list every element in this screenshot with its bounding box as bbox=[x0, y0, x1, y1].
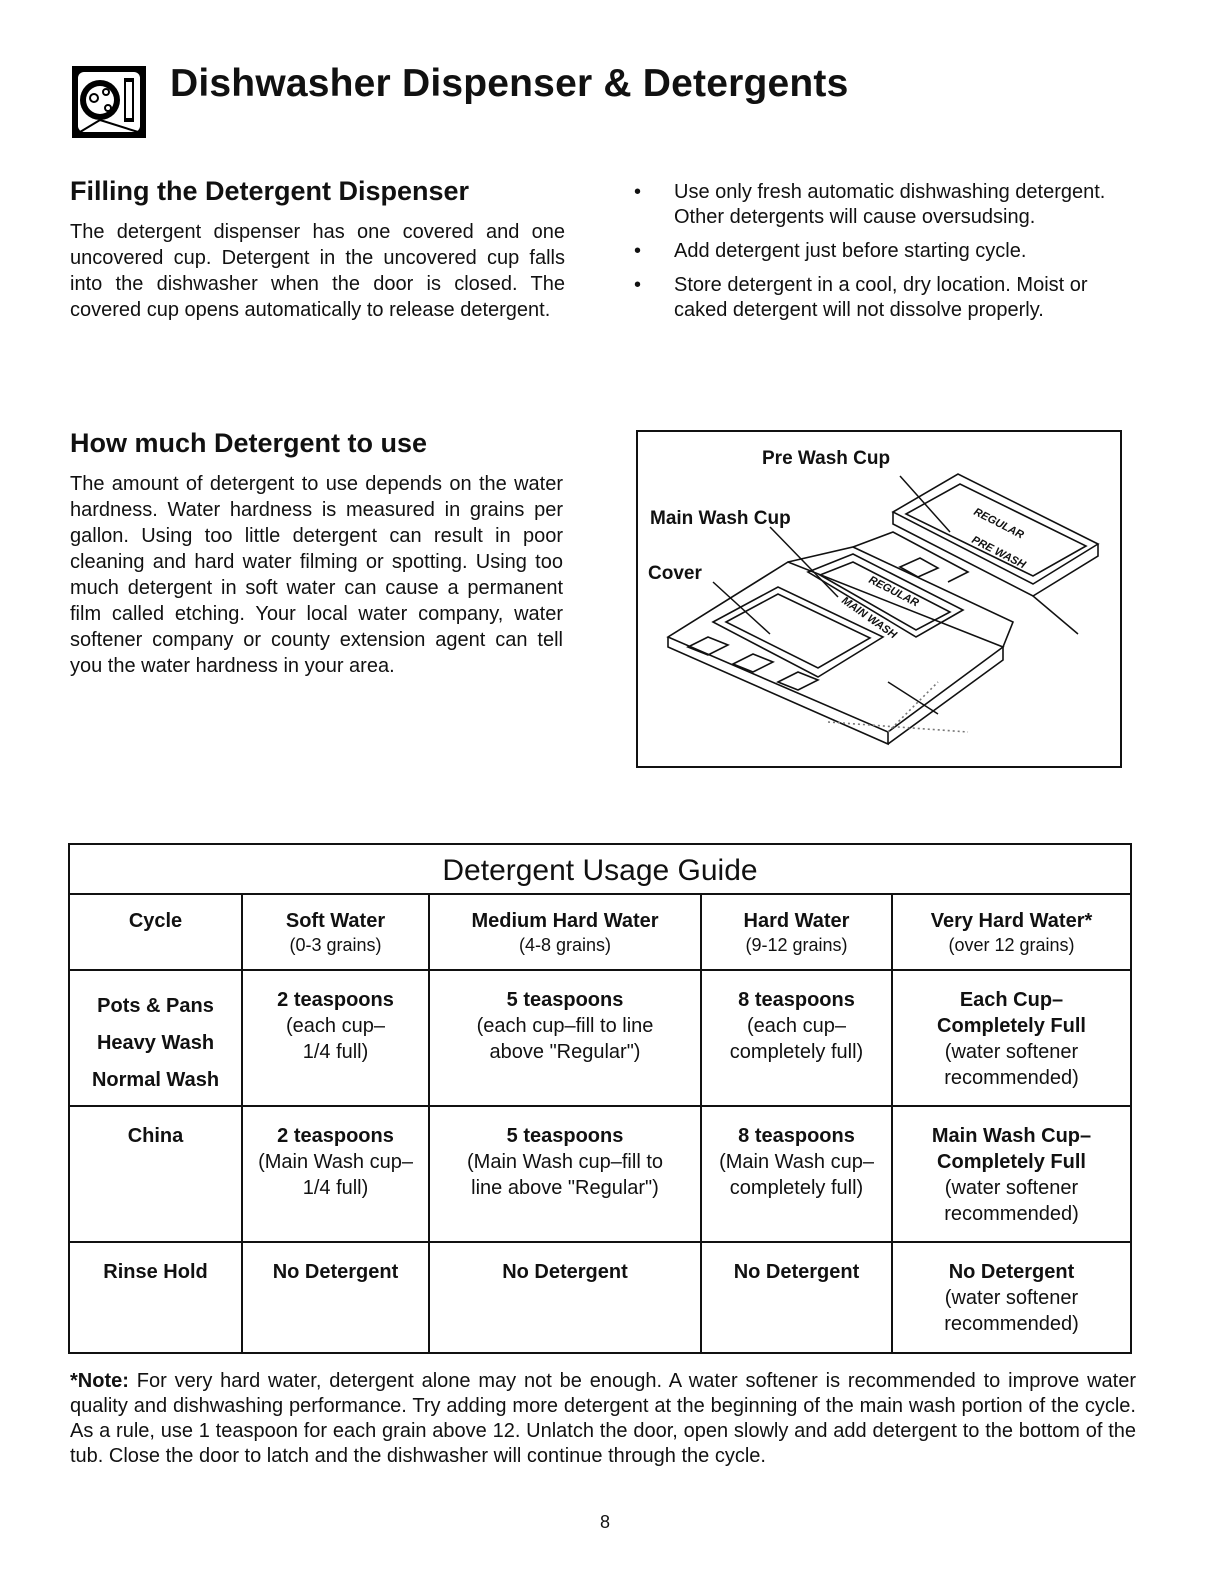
dispenser-figure bbox=[636, 430, 1122, 768]
pre-wash-marking: PRE WASH bbox=[969, 533, 1028, 572]
table-cell: 2 teaspoons (Main Wash cup– 1/4 full) bbox=[242, 1106, 429, 1242]
cycle-cell: Pots & Pans Heavy Wash Normal Wash bbox=[70, 970, 242, 1106]
bullet-icon: • bbox=[634, 274, 642, 296]
table-cell: No Detergent (water softener recommended) bbox=[892, 1242, 1130, 1352]
table-cell: No Detergent bbox=[701, 1242, 892, 1352]
filling-body: The detergent dispenser has one covered and one uncovered cup. Detergent in the uncovered cup falls into the dishwasher when the door is closed. The covered cup opens automatically to release detergent. bbox=[70, 221, 565, 321]
tips-list bbox=[632, 180, 1137, 332]
list-item bbox=[632, 180, 1137, 230]
table-row bbox=[70, 1106, 1130, 1242]
list-item bbox=[632, 239, 1137, 264]
column-header: Cycle bbox=[128, 910, 183, 932]
column-header: Hard Water (9-12 grains) bbox=[701, 895, 892, 970]
column-header: Soft Water (0-3 grains) bbox=[242, 895, 429, 970]
list-item bbox=[632, 273, 1137, 323]
table-cell: 8 teaspoons (Main Wash cup– completely full) bbox=[701, 1106, 892, 1242]
table-row bbox=[70, 970, 1130, 1106]
pre-cup-regular-marking: REGULAR bbox=[971, 505, 1026, 542]
table-cell: Main Wash Cup– Completely Full (water softener recommended) bbox=[892, 1106, 1130, 1242]
tip-text: Store detergent in a cool, dry location. Moist or caked detergent will not dissolve properly. bbox=[674, 274, 1088, 321]
page-title: Dishwasher Dispenser & Detergents bbox=[170, 62, 849, 105]
note-paragraph bbox=[70, 1369, 1136, 1469]
table-cell: No Detergent bbox=[429, 1242, 701, 1352]
tip-text: Use only fresh automatic dishwashing detergent. Other detergents will cause oversudsing. bbox=[674, 181, 1106, 228]
column-header: Very Hard Water* (over 12 grains) bbox=[892, 895, 1130, 970]
main-wash-marking: MAIN WASH bbox=[839, 594, 899, 642]
main-cup-regular-marking: REGULAR bbox=[866, 573, 921, 610]
bullet-icon: • bbox=[634, 240, 642, 262]
page-number: 8 bbox=[599, 1512, 610, 1532]
tip-text: Add detergent just before starting cycle. bbox=[674, 240, 1027, 262]
dispenser-drawing bbox=[638, 432, 1120, 766]
table-cell: No Detergent bbox=[242, 1242, 429, 1352]
note-label: *Note: bbox=[70, 1370, 129, 1392]
bullet-icon: • bbox=[634, 181, 642, 203]
how-much-body: The amount of detergent to use depends on the water hardness. Water hardness is measured in grains per gallon. Using too little detergent can result in poor cleaning and hard water filming or spotting. Using too much detergent in soft water can cause a permanent film called etching. Your local water company, water softener company or county extension agent can tell you the water hardness in your area. bbox=[70, 473, 563, 677]
table-cell: 2 teaspoons (each cup– 1/4 full) bbox=[242, 970, 429, 1106]
table-row bbox=[70, 1242, 1130, 1352]
usage-table bbox=[70, 895, 1130, 1352]
how-much-heading: How much Detergent to use bbox=[70, 428, 428, 458]
cover-label: Cover bbox=[648, 563, 702, 584]
header-row bbox=[70, 895, 1130, 970]
pre-wash-cup-label: Pre Wash Cup bbox=[762, 448, 891, 469]
table-cell: 5 teaspoons (each cup–fill to line above "Regular") bbox=[429, 970, 701, 1106]
cycle-cell: China bbox=[70, 1106, 242, 1242]
cycle-cell: Rinse Hold bbox=[70, 1242, 242, 1352]
table-cell: 5 teaspoons (Main Wash cup–fill to line above "Regular") bbox=[429, 1106, 701, 1242]
usage-guide-table bbox=[68, 843, 1132, 1354]
column-header: Medium Hard Water (4-8 grains) bbox=[429, 895, 701, 970]
table-cell: Each Cup– Completely Full (water softener recommended) bbox=[892, 970, 1130, 1106]
table-cell: 8 teaspoons (each cup– completely full) bbox=[701, 970, 892, 1106]
guide-title: Detergent Usage Guide bbox=[70, 845, 1130, 895]
note-text: For very hard water, detergent alone may not be enough. A water softener is recommended to improve water quality and dishwashing performance. Try adding more detergent at the beginning of the main wash portion of the cycle. As a rule, use 1 teaspoon for each grain above 12. Unlatch the door, open slowly and add detergent to the bottom of the tub. Close the door to latch and the dishwasher will continue through the cycle. bbox=[70, 1370, 1136, 1467]
main-wash-cup-label: Main Wash Cup bbox=[650, 508, 791, 529]
filling-heading: Filling the Detergent Dispenser bbox=[70, 176, 470, 206]
dispenser-icon bbox=[70, 62, 150, 142]
